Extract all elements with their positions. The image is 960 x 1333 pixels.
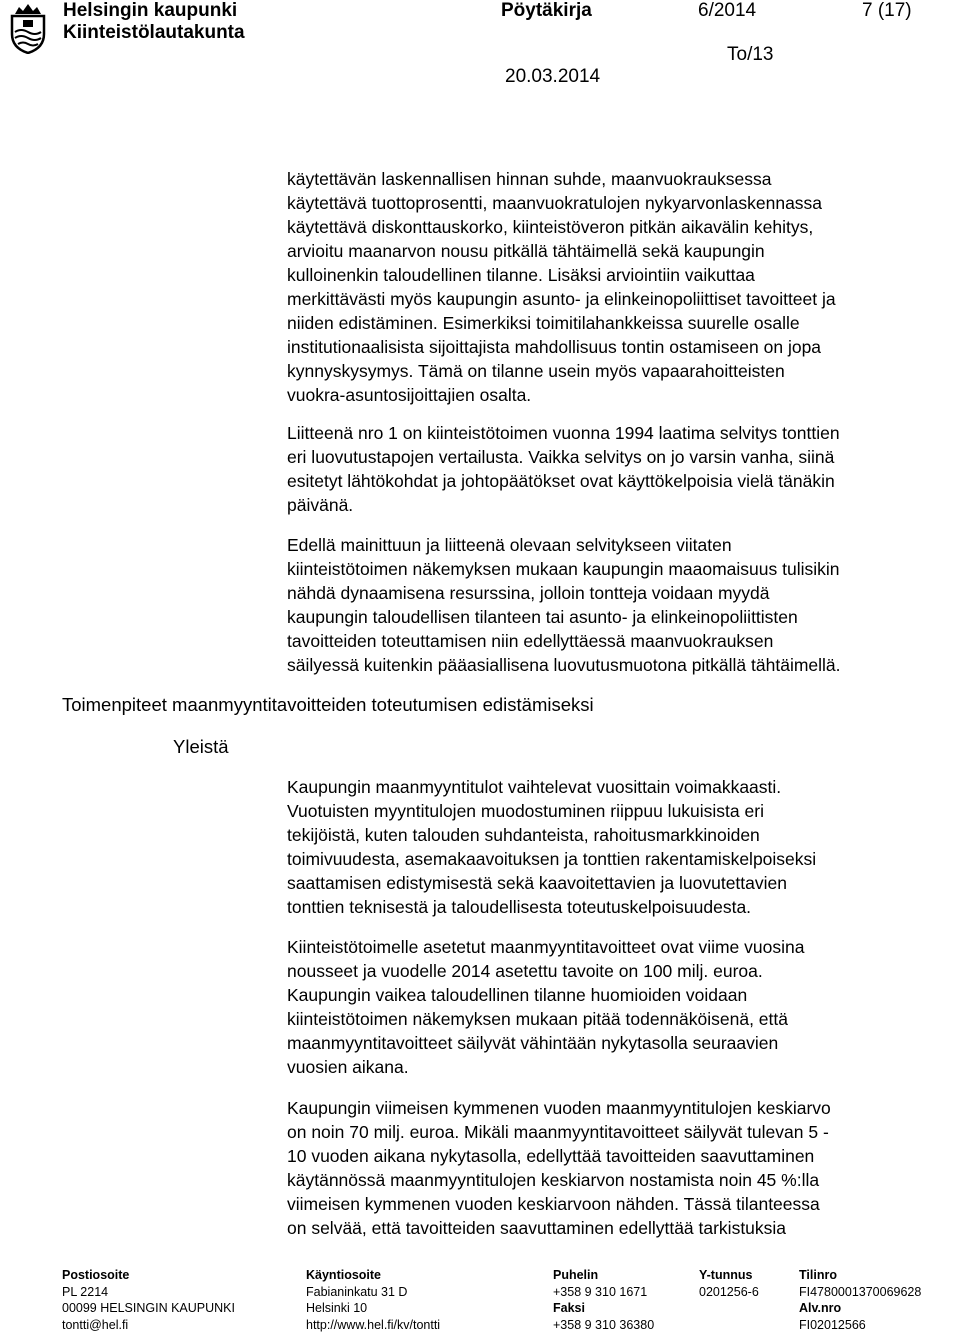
footer-line: +358 9 310 36380	[553, 1317, 654, 1333]
footer-postal-address	[62, 1267, 235, 1333]
footer-line: PL 2214	[62, 1284, 235, 1301]
footer-url: http://www.hel.fi/kv/tontti	[306, 1317, 440, 1333]
body-paragraph: Kaupungin maanmyyntitulot vaihtelevat vuosittain voimakkaasti. Vuotuisten myyntitulojen muodostuminen riippuu lukuisista eri tekijöistä, kuten talouden suhdanteista, rahoitusmarkkinoiden toimivuudesta, asemakaavoituksen ja tonttien rakentamiskelpoiseksi saattamisen edistymisestä sekä kaavoitettavien ja luovutettavien tonttien teknisestä ja taloudellisesta toteutuskelpoisuudesta.	[287, 775, 957, 919]
footer-heading: Käyntiosoite	[306, 1267, 440, 1284]
footer-heading: Puhelin	[553, 1267, 654, 1284]
board-name: Kiinteistölautakunta	[63, 22, 245, 44]
footer-line: FI4780001370069628	[799, 1284, 921, 1301]
section-heading: Toimenpiteet maanmyyntitavoitteiden toteutumisen edistämiseksi	[62, 693, 594, 717]
footer-line: +358 9 310 1671	[553, 1284, 654, 1301]
footer-email: tontti@hel.fi	[62, 1317, 235, 1333]
footer-heading: Alv.nro	[799, 1300, 921, 1317]
footer-heading: Y-tunnus	[699, 1267, 759, 1284]
organization-name: Helsingin kaupunki	[63, 0, 237, 22]
document-number: 6/2014	[698, 0, 756, 22]
footer-line: Fabianinkatu 31 D	[306, 1284, 440, 1301]
footer-account	[799, 1267, 921, 1333]
footer-line: Helsinki 10	[306, 1300, 440, 1317]
subsection-heading: Yleistä	[173, 735, 229, 759]
page-number: 7 (17)	[862, 0, 912, 22]
body-paragraph: Liitteenä nro 1 on kiinteistötoimen vuonna 1994 laatima selvitys tonttien eri luovutustapojen vertailusta. Vaikka selvitys on jo varsin vanha, siinä esitetyt lähtökohdat ja johtopäätökset ovat käyttökelpoisia vielä tänäkin päivänä.	[287, 421, 957, 517]
footer-line: 0201256-6	[699, 1284, 759, 1301]
footer-business-id	[699, 1267, 759, 1300]
footer-visiting-address	[306, 1267, 440, 1333]
body-paragraph: Kiinteistötoimelle asetetut maanmyyntitavoitteet ovat viime vuosina nousseet ja vuodelle 2014 asetettu tavoite on 100 milj. euroa. Kaupungin vaikea taloudellinen tilanne huomioiden voidaan kiinteistötoimen näkemyksen mukaan pitää todennäköisenä, että maanmyyntitavoitteet säilyvät vähintään nykytasolla seuraavien vuosien aikana.	[287, 935, 957, 1079]
document-type: Pöytäkirja	[501, 0, 592, 22]
helsinki-crest-icon	[6, 2, 50, 54]
footer-heading: Tilinro	[799, 1267, 921, 1284]
body-paragraph: käytettävän laskennallisen hinnan suhde, maanvuokrauksessa käytettävä tuottoprosentti, maanvuokratulojen nykyarvonlaskennassa käytettävä diskonttauskorko, kiinteistöveron pitkän aikavälin kehitys, arvioitu maanarvon nousu pitkällä tähtäimellä sekä kaupungin kulloinenkin taloudellinen tilanne. Lisäksi arviointiin vaikuttaa merkittävästi myös kaupungin asunto- ja elinkeinopoliittiset tavoitteet ja niiden edistäminen. Esimerkiksi toimitilahankkeissa suurelle osalle institutionaalisista sijoittajista mahdollisuus tontin ostamiseen on jopa kynnyskysymys. Tämä on tilanne usein myös vapaarahoitteisten vuokra-asuntosijoittajien osalta.	[287, 167, 957, 407]
document-date: 20.03.2014	[505, 66, 600, 88]
footer-phone	[553, 1267, 654, 1333]
footer-line: 00099 HELSINGIN KAUPUNKI	[62, 1300, 235, 1317]
footer-heading: Faksi	[553, 1300, 654, 1317]
body-paragraph: Kaupungin viimeisen kymmenen vuoden maanmyyntitulojen keskiarvo on noin 70 milj. euroa. Mikäli maanmyyntitavoitteet säilyvät tulevan 5 - 10 vuoden aikana nykytasolla, edellyttää tavoitteiden saavuttaminen käytännössä maanmyyntitulojen keskiarvon nostamista noin 45 %:lla viimeisen kymmenen vuoden keskiarvoon nähden. Tässä tilanteessa on selvää, että tavoitteiden saavuttaminen edellyttää tarkistuksia	[287, 1096, 957, 1240]
section-code: To/13	[727, 44, 773, 66]
footer-line: FI02012566	[799, 1317, 921, 1333]
body-paragraph: Edellä mainittuun ja liitteenä olevaan selvitykseen viitaten kiinteistötoimen näkemyksen mukaan kaupungin maaomaisuus tulisikin nähdä dynaamisena resurssina, jolloin tontteja voidaan myydä kaupungin taloudellisen tilanteen tai asunto- ja elinkeinopoliittisten tavoitteiden toteuttamisen niin edellyttäessä maanvuokrauksen säilyessä kuitenkin pääasiallisena luovutusmuotona pitkällä tähtäimellä.	[287, 533, 957, 677]
footer-heading: Postiosoite	[62, 1267, 235, 1284]
